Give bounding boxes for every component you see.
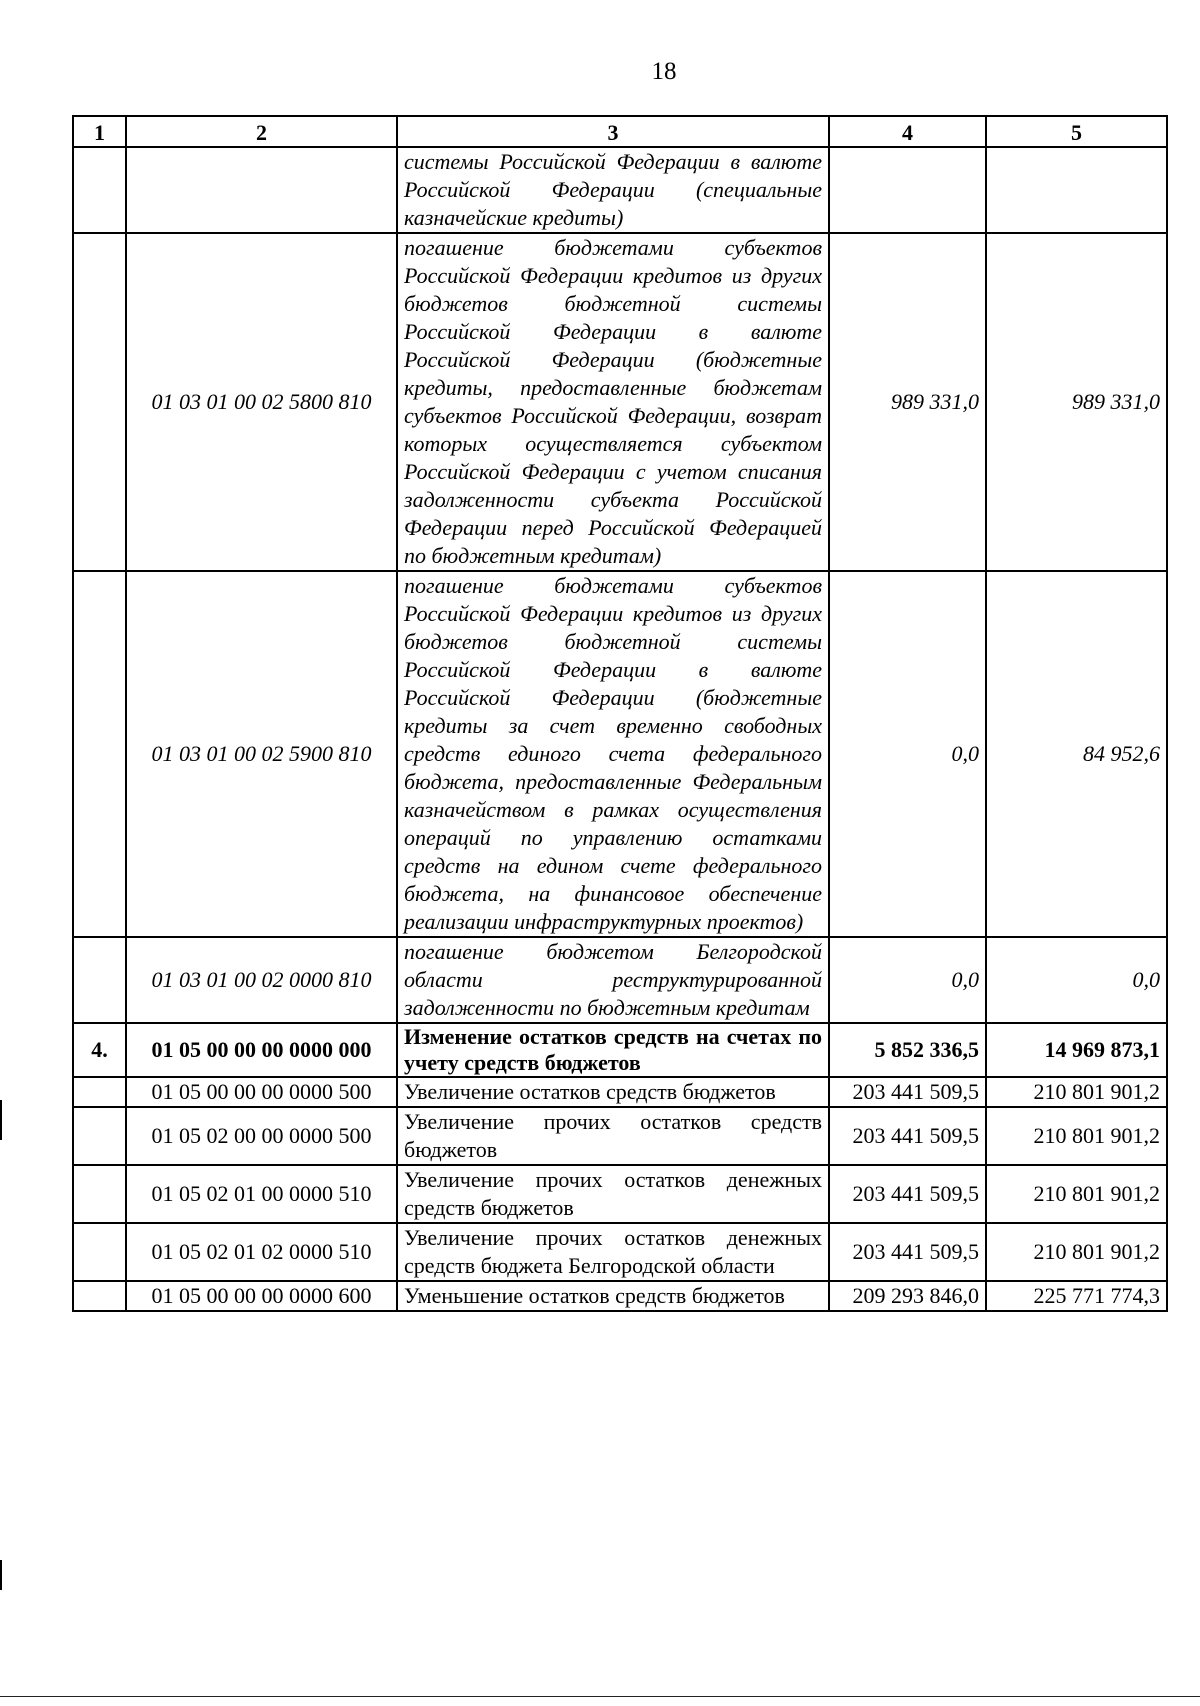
source-name: Увеличение остатков средств бюджетов — [397, 1077, 829, 1107]
header-col-1: 1 — [73, 116, 126, 147]
header-col-4: 4 — [829, 116, 986, 147]
budget-code: 01 05 00 00 00 0000 500 — [126, 1077, 397, 1107]
source-name: погашение бюджетами субъектов Российской Федерации кредитов из других бюджетов бюджетной системы Российской Федерации в валюте Российской Федерации (бюджетные кредиты, предоставленные бюджетам субъектов Российской Федерации, возврат которых осуществляется субъектом Российской Федерации с учетом списания задолженности субъекта Российской Федерации перед Российской Федерацией по бюджетным кредитам) — [397, 233, 829, 571]
source-name: погашение бюджетами субъектов Российской Федерации кредитов из других бюджетов бюджетной системы Российской Федерации в валюте Российской Федерации (бюджетные кредиты за счет временно свободных средств единого счета федерального бюджета, предоставленные Федеральным казначейством в рамках осуществления операций по управлению остатками средств на едином счете федерального бюджета, на финансовое обеспечение реализации инфраструктурных проектов) — [397, 571, 829, 937]
scan-bottom-rule — [0, 1696, 1200, 1697]
scan-edge-mark — [0, 1100, 2, 1140]
value-col-5 — [986, 147, 1167, 233]
row-number — [73, 233, 126, 571]
source-name: Уменьшение остатков средств бюджетов — [397, 1281, 829, 1311]
budget-code: 01 03 01 00 02 0000 810 — [126, 937, 397, 1023]
header-col-5: 5 — [986, 116, 1167, 147]
value-col-5: 989 331,0 — [986, 233, 1167, 571]
value-col-4: 203 441 509,5 — [829, 1165, 986, 1223]
source-name: Изменение остатков средств на счетах по учету средств бюджетов — [397, 1023, 829, 1077]
value-col-4: 203 441 509,5 — [829, 1223, 986, 1281]
table-row — [73, 1077, 1167, 1107]
table-row — [73, 1023, 1167, 1077]
budget-code: 01 03 01 00 02 5900 810 — [126, 571, 397, 937]
source-name: Увеличение прочих остатков средств бюджетов — [397, 1107, 829, 1165]
budget-code: 01 05 02 01 02 0000 510 — [126, 1223, 397, 1281]
source-name: системы Российской Федерации в валюте Российской Федерации (специальные казначейские кредиты) — [397, 147, 829, 233]
budget-code: 01 05 02 01 00 0000 510 — [126, 1165, 397, 1223]
source-name: Увеличение прочих остатков денежных средств бюджетов — [397, 1165, 829, 1223]
row-number — [73, 571, 126, 937]
value-col-4: 0,0 — [829, 571, 986, 937]
table-row — [73, 147, 1167, 233]
value-col-4: 203 441 509,5 — [829, 1077, 986, 1107]
value-col-5: 225 771 774,3 — [986, 1281, 1167, 1311]
value-col-5: 210 801 901,2 — [986, 1107, 1167, 1165]
budget-code: 01 05 00 00 00 0000 000 — [126, 1023, 397, 1077]
row-number: 4. — [73, 1023, 126, 1077]
value-col-5: 210 801 901,2 — [986, 1077, 1167, 1107]
value-col-5: 84 952,6 — [986, 571, 1167, 937]
table-row — [73, 1165, 1167, 1223]
table-row — [73, 233, 1167, 571]
table-row — [73, 571, 1167, 937]
row-number — [73, 1077, 126, 1107]
value-col-5: 210 801 901,2 — [986, 1165, 1167, 1223]
value-col-4: 5 852 336,5 — [829, 1023, 986, 1077]
budget-code — [126, 147, 397, 233]
scan-edge-mark — [0, 1560, 2, 1590]
budget-table — [72, 115, 1168, 1312]
source-name: погашение бюджетом Белгородской области реструктурированной задолженности по бюджетным кредитам — [397, 937, 829, 1023]
table-row — [73, 1107, 1167, 1165]
row-number — [73, 1165, 126, 1223]
header-col-3: 3 — [397, 116, 829, 147]
header-col-2: 2 — [126, 116, 397, 147]
value-col-4: 209 293 846,0 — [829, 1281, 986, 1311]
row-number — [73, 1281, 126, 1311]
budget-code: 01 05 00 00 00 0000 600 — [126, 1281, 397, 1311]
budget-code: 01 03 01 00 02 5800 810 — [126, 233, 397, 571]
value-col-5: 210 801 901,2 — [986, 1223, 1167, 1281]
value-col-5: 14 969 873,1 — [986, 1023, 1167, 1077]
row-number — [73, 1107, 126, 1165]
value-col-4: 989 331,0 — [829, 233, 986, 571]
row-number — [73, 147, 126, 233]
value-col-4 — [829, 147, 986, 233]
source-name: Увеличение прочих остатков денежных средств бюджета Белгородской области — [397, 1223, 829, 1281]
page-number: 18 — [651, 58, 677, 85]
table-row — [73, 1281, 1167, 1311]
value-col-5: 0,0 — [986, 937, 1167, 1023]
value-col-4: 203 441 509,5 — [829, 1107, 986, 1165]
header-row — [73, 116, 1167, 147]
budget-code: 01 05 02 00 00 0000 500 — [126, 1107, 397, 1165]
table-row — [73, 937, 1167, 1023]
table-row — [73, 1223, 1167, 1281]
value-col-4: 0,0 — [829, 937, 986, 1023]
row-number — [73, 937, 126, 1023]
row-number — [73, 1223, 126, 1281]
